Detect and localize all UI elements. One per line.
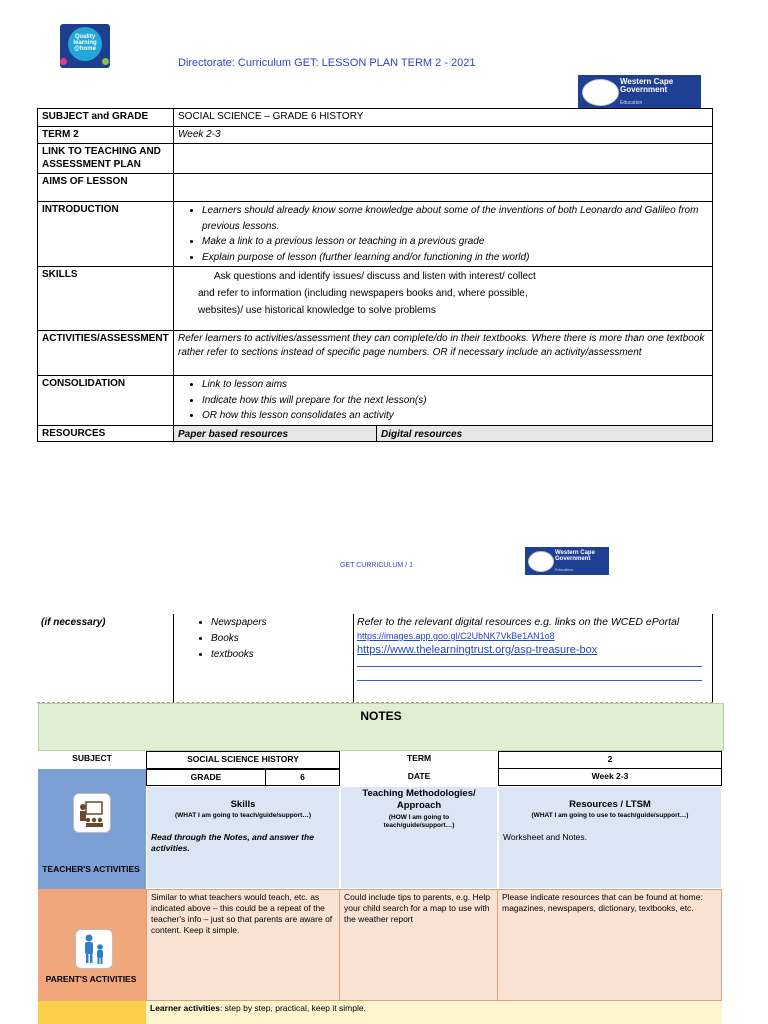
subject-grade-value: SOCIAL SCIENCE – GRADE 6 HISTORY <box>174 109 713 127</box>
term-value: Week 2-3 <box>174 127 713 144</box>
list-item: • Books <box>211 631 267 647</box>
parent-icon <box>75 929 113 969</box>
notes-date-label: DATE <box>407 771 431 781</box>
learner-activities-rest: : step by step, practical, keep it simple. <box>219 1003 366 1013</box>
intro-item: • Explain purpose of lesson (further learning and/or functioning in the world) <box>202 250 708 266</box>
parent-skills-cell <box>146 889 340 1001</box>
resource-link-1[interactable]: https://images.app.goo.gl/C2UbNK7VkBe1AN1o8 <box>357 631 555 641</box>
lesson-plan-table <box>37 108 713 442</box>
learner-activities-text <box>146 1001 722 1016</box>
resources-header <box>174 425 713 441</box>
link-plan-label: LINK TO TEACHING AND ASSESSMENT PLAN <box>38 144 174 174</box>
skills-value <box>174 267 713 331</box>
coat-of-arms-icon <box>582 79 619 106</box>
method-title: Teaching Methodologies/ Approach <box>362 788 476 811</box>
parent-method-text: Could include tips to parents, e.g. Help your child search for a map to use with the weather report <box>344 892 491 924</box>
teacher-skills-text: Read through the Notes, and answer the activities. <box>151 832 314 853</box>
notes-spacer <box>38 728 724 751</box>
notes-subject-value: SOCIAL SCIENCE HISTORY <box>146 751 340 769</box>
wcg-logo-footer <box>525 547 609 575</box>
notes-grade-label: GRADE <box>146 769 266 786</box>
teacher-skills-cell <box>146 786 340 889</box>
teacher-icon <box>73 793 111 833</box>
skills-line: and refer to information (including newspapers books and, where possible, <box>198 288 528 299</box>
activities-value: Refer learners to activities/assessment they can complete/do in their textbooks. Where there is more than one textbook rather refer to sections instead of specific page numbers. OR if necessary include an activity/assessment <box>174 331 713 376</box>
teacher-resources-text: Worksheet and Notes. <box>503 832 587 842</box>
introduction-value <box>174 202 713 267</box>
consolidation-item: • OR how this lesson consolidates an activity <box>202 408 708 424</box>
teacher-resources-cell <box>498 786 722 889</box>
notes-term-value: 2 <box>498 751 722 769</box>
method-subtitle: (HOW I am going to teach/guide/support…) <box>383 814 455 829</box>
digital-resources-text: Refer to the relevant digital resources e.g. links on the WCED ePortal <box>357 616 680 628</box>
list-item: • textbooks <box>211 647 267 663</box>
list-item: • Newspapers <box>211 615 267 631</box>
skills-subtitle: (WHAT I am going to teach/guide/support…) <box>174 812 311 819</box>
skills-line: Ask questions and identify issues/ discuss and listen with interest/ collect <box>214 271 536 282</box>
parent-resources-cell <box>498 889 722 1001</box>
logo-text: Quality learning @home <box>73 34 97 52</box>
resources-continuation <box>37 614 713 703</box>
resource-link-2[interactable]: https://www.thelearningtrust.org/asp-treasure-box <box>357 644 598 656</box>
wcg-name: Western Cape Government <box>555 550 595 563</box>
resources-label: RESOURCES <box>38 425 174 441</box>
notes-date-value: Week 2-3 <box>498 769 722 786</box>
teacher-method-cell <box>340 786 498 889</box>
consolidation-item: • Link to lesson aims <box>202 377 708 393</box>
wcg-sub: Education <box>620 100 643 106</box>
teacher-activities-label: TEACHER'S ACTIVITIES <box>42 864 140 874</box>
paper-resources-list <box>187 615 267 663</box>
aims-value <box>174 174 713 202</box>
consolidation-value <box>174 376 713 426</box>
wcg-logo <box>578 75 701 108</box>
activities-label: ACTIVITIES/ASSESSMENT <box>38 331 174 376</box>
parent-activities-label: PARENT'S ACTIVITIES <box>45 974 137 984</box>
skills-line: websites)/ use historical knowledge to solve problems <box>198 305 436 316</box>
parent-skills-text: Similar to what teachers would teach, etc. as indicated above – this could be a repeat of the teacher's info – just so that parents are aware of content. Keep it simple. <box>151 892 333 935</box>
learner-activities-side <box>38 1001 146 1024</box>
aims-label: AIMS OF LESSON <box>38 174 174 202</box>
paper-resources-label: Paper based resources <box>174 426 377 441</box>
coat-of-arms-icon <box>528 551 554 572</box>
consolidation-label: CONSOLIDATION <box>38 376 174 426</box>
resources-subtitle: (WHAT I am going to use to teach/guide/support…) <box>531 812 689 819</box>
notes-grade-value: 6 <box>266 769 340 786</box>
subject-grade-label: SUBJECT and GRADE <box>38 109 174 127</box>
page-footer: GET CURRICULUM / 1 <box>340 562 413 569</box>
notes-subject-label: SUBJECT <box>72 753 112 763</box>
wcg-sub: Education <box>555 567 573 572</box>
parent-resources-text: Please indicate resources that can be found at home: magazines, newspapers, dictionary, textbooks, etc. <box>502 892 703 913</box>
intro-item: • Learners should already know some knowledge about some of the inventions of both Leonardo and Galileo from previous lessons. <box>202 203 708 234</box>
parent-activities-side <box>38 889 146 1001</box>
parent-method-cell <box>340 889 498 1001</box>
notes-title: NOTES <box>38 703 724 729</box>
term-label: TERM 2 <box>38 127 174 144</box>
digital-resources-label: Digital resources <box>381 428 463 440</box>
notes-term-label: TERM <box>406 753 432 763</box>
blank-link-line <box>357 680 702 681</box>
consolidation-item: • Indicate how this will prepare for the next lesson(s) <box>202 393 708 409</box>
quality-learning-logo <box>60 24 110 68</box>
learner-activities-cell <box>146 1001 722 1024</box>
wcg-name: Western Cape Government <box>620 77 674 95</box>
skills-title: Skills <box>230 799 256 810</box>
learner-activities-bold: Learner activities <box>150 1003 220 1013</box>
introduction-label: INTRODUCTION <box>38 202 174 267</box>
link-plan-value <box>174 144 713 174</box>
teacher-activities-side <box>38 769 146 889</box>
directorate-title: Directorate: Curriculum GET: LESSON PLAN TERM 2 - 2021 <box>178 57 476 69</box>
skills-label: SKILLS <box>38 267 174 331</box>
resources-title: Resources / LTSM <box>569 799 651 810</box>
intro-item: • Make a link to a previous lesson or teaching in a previous grade <box>202 234 708 250</box>
blank-link-line <box>357 666 702 667</box>
if-necessary-label: (if necessary) <box>41 617 106 628</box>
